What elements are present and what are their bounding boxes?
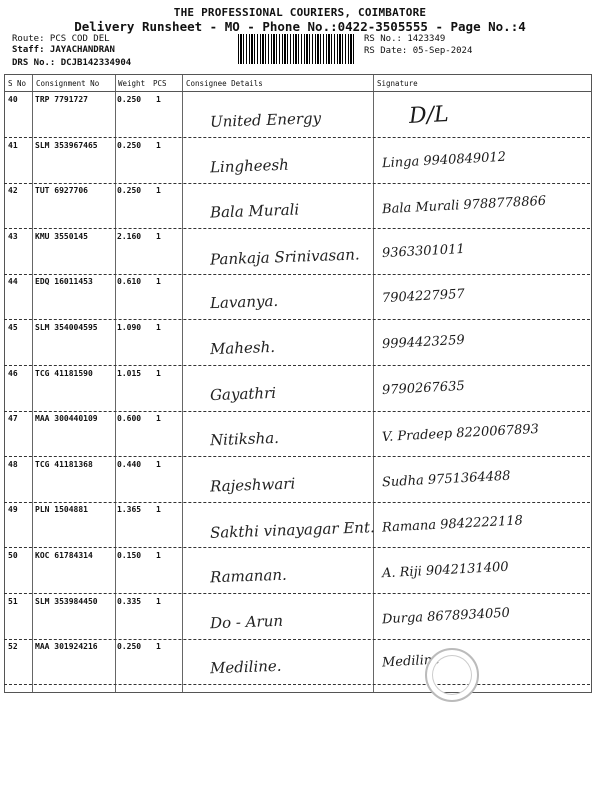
pcs-cell: 1: [156, 459, 161, 469]
sno-cell: 51: [8, 596, 18, 606]
column-header-pcs: PCS: [153, 79, 167, 88]
delivery-stamp: [425, 648, 479, 702]
consignment-cell: PLN 1504881: [35, 505, 88, 515]
column-divider: [373, 75, 374, 692]
consignee-name: Rajeshwari: [209, 474, 296, 496]
weight-cell: 0.600: [117, 414, 142, 424]
signature-text: Durga 8678934050: [381, 605, 511, 627]
column-divider: [115, 75, 116, 692]
signature-text: V. Pradeep 8220067893: [381, 422, 540, 446]
pcs-cell: 1: [156, 277, 161, 287]
weight-cell: 1.015: [117, 368, 142, 378]
pcs-cell: 1: [156, 231, 161, 241]
runsheet-subtitle: Delivery Runsheet - MO - Phone No.:0422-3505555 - Page No.:4: [74, 19, 526, 34]
signature-text: 9363301011: [381, 241, 466, 261]
consignment-cell: TRP 7791727: [35, 95, 88, 104]
pcs-cell: 1: [156, 596, 161, 606]
consignee-name: Nitiksha.: [209, 428, 280, 450]
consignment-cell: TUT 6927706: [35, 186, 88, 196]
weight-cell: 0.250: [117, 140, 142, 150]
weight-cell: 0.250: [117, 642, 142, 652]
sno-cell: 45: [8, 323, 18, 332]
row-divider: [4, 411, 590, 412]
consignee-name: Mediline.: [209, 656, 282, 678]
signature-text: Ramana 9842222118: [381, 513, 524, 537]
consignment-cell: SLM 353967465: [35, 140, 98, 150]
header-divider: [5, 91, 591, 92]
row-divider: [4, 593, 590, 594]
rs-date: RS Date: 05-Sep-2024: [364, 46, 473, 56]
sno-cell: 43: [8, 231, 18, 241]
consignee-name: Ramanan.: [209, 565, 288, 587]
consignee-name: Lavanya.: [209, 292, 279, 313]
row-divider: [4, 547, 590, 548]
weight-cell: 0.250: [117, 95, 142, 104]
signature-text: 7904227957: [381, 287, 466, 307]
signature-text: Sudha 9751364488: [381, 468, 511, 491]
weight-cell: 0.150: [117, 551, 142, 560]
staff-label: Staff: JAYACHANDRAN: [12, 45, 115, 55]
consignee-name: Sakthi vinayagar Ent.: [209, 518, 376, 543]
column-header-consignee: Consignee Details: [186, 79, 263, 88]
consignment-cell: SLM 353984450: [35, 596, 98, 606]
pcs-cell: 1: [156, 642, 161, 652]
pcs-cell: 1: [156, 186, 161, 196]
consignment-cell: KMU 3550145: [35, 231, 88, 241]
row-divider: [4, 274, 590, 275]
consignee-name: Bala Murali: [209, 200, 300, 222]
consignment-cell: TCG 41181368: [35, 459, 93, 469]
sno-cell: 42: [8, 186, 18, 196]
consignment-cell: KOC 61784314: [35, 551, 93, 560]
row-divider: [4, 456, 590, 457]
row-divider: [4, 684, 590, 685]
route-label: Route: PCS COD DEL: [12, 34, 110, 44]
pcs-cell: 1: [156, 368, 161, 378]
pcs-cell: 1: [156, 551, 161, 560]
weight-cell: 1.365: [117, 505, 142, 515]
row-divider: [4, 319, 590, 320]
signature-text: Mediline: [381, 652, 441, 671]
consignee-name: Do - Arun: [209, 611, 284, 632]
drs-number: DRS No.: DCJB142334904: [12, 58, 132, 68]
weight-cell: 2.160: [117, 231, 142, 241]
signature-text: Bala Murali 9788778866: [381, 193, 547, 218]
weight-cell: 0.335: [117, 596, 142, 606]
sno-cell: 48: [8, 459, 18, 469]
row-divider: [4, 365, 590, 366]
consignee-name: Gayathri: [209, 383, 277, 404]
row-divider: [4, 639, 590, 640]
signature-text: D/L: [408, 101, 450, 130]
consignment-cell: MAA 300440109: [35, 414, 98, 424]
row-divider: [4, 183, 590, 184]
row-divider: [4, 502, 590, 503]
rs-number: RS No.: 1423349: [364, 34, 446, 44]
sno-cell: 47: [8, 414, 18, 424]
consignment-cell: TCG 41181590: [35, 368, 93, 378]
consignment-cell: EDQ 16011453: [35, 277, 93, 287]
pcs-cell: 1: [156, 323, 161, 332]
consignee-name: United Energy: [209, 109, 322, 131]
consignee-name: Lingheesh: [209, 155, 290, 176]
column-header-signature: Signature: [377, 79, 418, 88]
row-divider: [4, 228, 590, 229]
column-header-weight: Weight: [118, 79, 146, 88]
consignment-cell: MAA 301924216: [35, 642, 98, 652]
consignment-cell: SLM 354004595: [35, 323, 98, 332]
column-header-sno: S No: [8, 79, 27, 88]
sno-cell: 44: [8, 277, 18, 287]
signature-text: Linga 9940849012: [381, 149, 507, 171]
column-divider: [32, 75, 33, 692]
column-divider: [182, 75, 183, 692]
sno-cell: 41: [8, 140, 18, 150]
sno-cell: 49: [8, 505, 18, 515]
signature-text: 9994423259: [381, 332, 466, 353]
consignee-name: Mahesh.: [209, 337, 276, 359]
weight-cell: 0.610: [117, 277, 142, 287]
sno-cell: 50: [8, 551, 18, 560]
pcs-cell: 1: [156, 414, 161, 424]
pcs-cell: 1: [156, 140, 161, 150]
company-title: THE PROFESSIONAL COURIERS, COIMBATORE: [173, 6, 427, 19]
pcs-cell: 1: [156, 95, 161, 104]
row-divider: [4, 137, 590, 138]
weight-cell: 0.440: [117, 459, 142, 469]
pcs-cell: 1: [156, 505, 161, 515]
weight-cell: 1.090: [117, 323, 142, 332]
column-header-consignment: Consignment No: [36, 79, 100, 88]
sno-cell: 46: [8, 368, 18, 378]
sno-cell: 40: [8, 95, 18, 104]
barcode: [238, 34, 356, 64]
weight-cell: 0.250: [117, 186, 142, 196]
signature-text: A. Riji 9042131400: [381, 559, 509, 582]
sno-cell: 52: [8, 642, 18, 652]
signature-text: 9790267635: [381, 378, 466, 398]
consignee-name: Pankaja Srinivasan.: [209, 245, 360, 269]
